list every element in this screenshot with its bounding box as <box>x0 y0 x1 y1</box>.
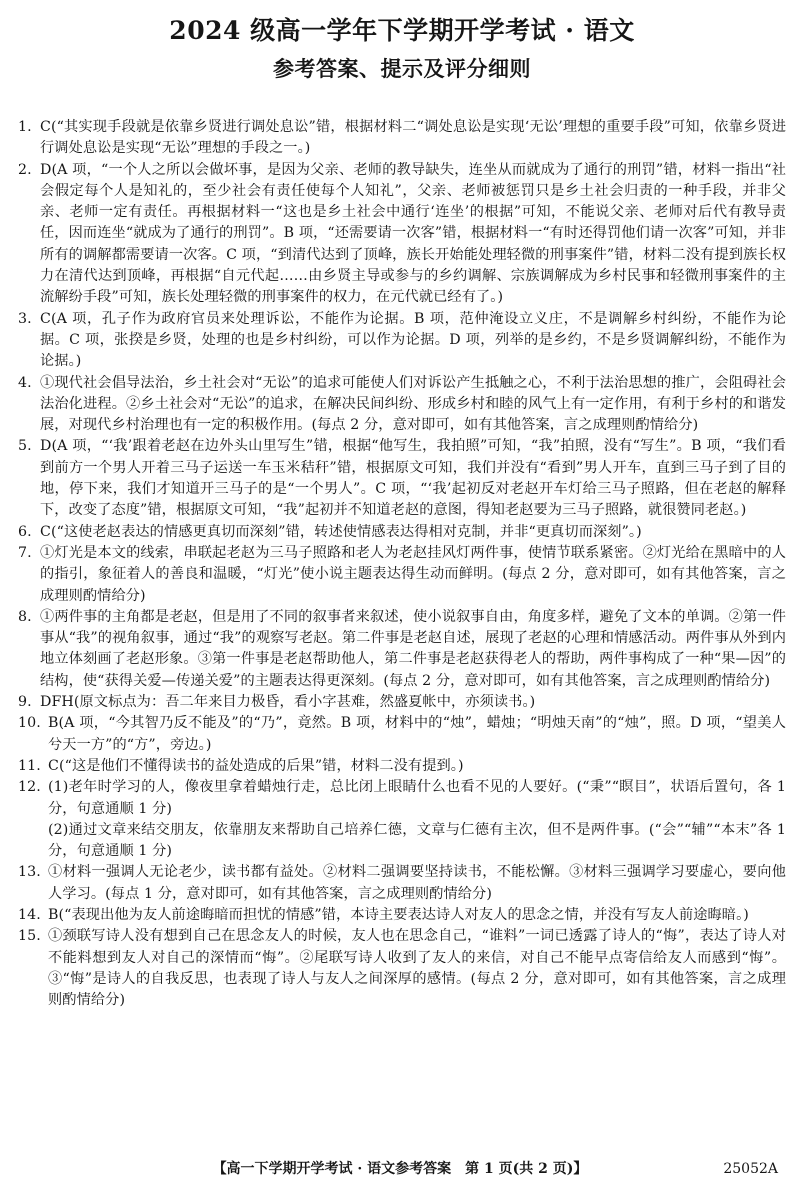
answer-item-1 <box>18 117 786 160</box>
item-text: C(“这是他们不懂得读书的益处造成的后果”错，材料二没有提到。) <box>48 757 464 774</box>
item-number: 12. <box>18 779 41 796</box>
item-text: C(A 项，孔子作为政府官员来处理诉讼，不能作为论据。B 项，范仲淹设立义庄，不是调解乡村纠纷，不能作为论据。C 项，张揆是乡贤，处理的也是乡村纠纷，可以作为论据。D 项，列举的是乡约，不是乡贤调解纠纷，不能作为论据。) <box>40 310 786 370</box>
answer-item-12 <box>18 777 786 862</box>
item-number: 3. <box>18 310 32 327</box>
footer-page-info: 【高一下学期开学考试 · 语文参考答案 第 1 页(共 2 页)】 <box>212 1161 588 1177</box>
item-text: C(“其实现手段就是依靠乡贤进行调处息讼”错，根据材料二“调处息讼是实现‘无讼’理想的重要手段”可知，依靠乡贤进行调处息讼是实现“无讼”理想的手段之一。) <box>40 119 786 157</box>
item-number: 7. <box>18 544 32 561</box>
item-number: 6. <box>18 523 32 540</box>
item-number: 4. <box>18 374 32 391</box>
item-number: 11. <box>18 757 41 774</box>
page-subtitle: 参考答案、提示及评分细则 <box>273 56 531 81</box>
item-text: B(“表现出他为友人前途晦暗而担忧的情感”错，本诗主要表达诗人对友人的思念之情，并没有写友人前途晦暗。) <box>48 906 749 923</box>
item-text: ①灯光是本文的线索，串联起老赵为三马子照路和老人为老赵挂风灯两件事，使情节联系紧密。②灯光给在黑暗中的人的指引，象征着人的善良和温暖，“灯光”使小说主题表达得生动而鲜明。(每点 2 分，意对即可，如有其他答案，言之成理则酌情给分) <box>40 544 786 604</box>
item-text: ①颈联写诗人没有想到自己在思念友人的时候，友人也在思念自己，“谁料”一词已透露了诗人的“悔”，表达了诗人对不能料想到友人对自己的深情而“悔”。②尾联写诗人收到了友人的来信，对自己不能早点寄信给友人而感到“悔”。③“悔”是诗人的自我反思，也表现了诗人与友人之间深厚的感情。(每点 2 分，意对即可，如有其他答案，言之成理则酌情给分) <box>48 928 786 1009</box>
item-number: 2. <box>18 161 32 178</box>
answer-item-14 <box>18 905 786 926</box>
answer-item-13 <box>18 862 786 905</box>
answer-item-15 <box>18 926 786 1011</box>
item-text: D(A 项，“‘我’跟着老赵在边外头山里写生”错，根据“他写生，我拍照”可知，“我”拍照，没有“写生”。B 项，“我们看到前方一个男人开着三马子运送一车玉米秸秆”错，根据原文可知，我们并没有“看到”男人开车，直到三马子到了目的地，停下来，我们才知道开三马子的是“一个男人”。C 项，“‘我’起初反对老赵开车灯给三马子照路，但在老赵的解释下，改变了态度”错，根据原文可知，“我”起初并不知道老赵的意图，得知老赵要为三马子照路，就很赞同老赵。) <box>40 438 786 519</box>
answer-item-11 <box>18 756 786 777</box>
answer-item-9 <box>18 692 786 713</box>
item-text-part-1: (1)老年时学习的人，像夜里拿着蜡烛行走，总比闭上眼睛什么也看不见的人要好。(“秉”“瞑目”，状语后置句，各 1 分，句意通顺 1 分) <box>48 779 786 817</box>
item-number: 5. <box>18 438 32 455</box>
answer-list <box>18 117 786 1011</box>
answer-item-2 <box>18 160 786 309</box>
item-text: C(“这使老赵表达的情感更真切而深刻”错，转述使情感表达得相对克制，并非“更真切而深刻”。) <box>40 523 642 540</box>
item-text: D(A 项，“一个人之所以会做坏事，是因为父亲、老师的教导缺失，连坐从而就成为了通行的刑罚”错，材料一指出“社会假定每个人是知礼的，至少社会有责任使每个人知礼”，父亲、老师被惩罚只是乡土社会归责的一种手段，并非父亲、老师一定有责任。再根据材料一“这也是乡土社会中通行‘连坐’的根据”可知，不能说父亲、老师对后代有教导责任，因而连坐“就成为了通行的刑罚”。B 项，“还需要请一次客”错，根据材料一“有时还得罚他们请一次客”可知，并非所有的调解都需要请一次客。C 项，“到清代达到了顶峰，族长开始能处理轻微的刑事案件”错，材料二没有提到族长权力在清代达到顶峰，再根据“自元代起……由乡贤主导或参与的乡约调解、宗族调解成为乡村民事和轻微刑事案件的主流解纷手段”可知，族长处理轻微的刑事案件的权力，在元代就已经有了。) <box>40 161 786 306</box>
item-number: 1. <box>18 119 32 135</box>
item-number: 10. <box>18 715 41 732</box>
answer-item-7 <box>18 543 786 607</box>
answer-item-6 <box>18 522 786 543</box>
footer-exam-code: 25052A <box>723 1161 778 1177</box>
item-text: ①两件事的主角都是老赵，但是用了不同的叙事者来叙述，使小说叙事自由，角度多样，避免了文本的单调。②第一件事从“我”的视角叙事，通过“我”的观察写老赵。第二件事是老赵自述，展现了老赵的心理和情感活动。两件事从外到内地立体刻画了老赵形象。③第一件事是老赵帮助他人，第二件事是老赵获得老人的帮助，两件事构成了一种“果—因”的结构，使“获得关爱—传递关爱”的主题表达得更深刻。(每点 2 分，意对即可，如有其他答案，言之成理则酌情给分) <box>40 608 786 689</box>
answer-item-4 <box>18 373 786 437</box>
page-title: 2024 级高一学年下学期开学考试 · 语文 <box>169 16 635 45</box>
answer-item-3 <box>18 309 786 373</box>
item-text: B(A 项，“今其智乃反不能及”的“乃”，竟然。B 项，材料中的“烛”，蜡烛；“明烛天南”的“烛”，照。D 项，“望美人兮天一方”的“方”，旁边。) <box>48 715 786 753</box>
item-text-part-2: (2)通过文章来结交朋友，依靠朋友来帮助自己培养仁德，文章与仁德有主次，但不是两件事。(“会”“辅”“本末”各 1 分，句意通顺 1 分) <box>48 821 786 860</box>
answer-item-8 <box>18 607 786 692</box>
item-number: 9. <box>18 694 32 711</box>
item-text: ①现代社会倡导法治，乡土社会对“无讼”的追求可能使人们对诉讼产生抵触之心，不利于法治思想的推广，会阻碍社会法治化进程。②乡土社会对“无讼”的追求，在解决民间纠纷、形成乡村和睦的风气上有一定作用，有利于乡村的和谐发展，对现代乡村治理也有一定的积极作用。(每点 2 分，意对即可，如有其他答案，言之成理则酌情给分) <box>40 374 786 434</box>
item-number: 8. <box>18 608 32 625</box>
answer-item-10 <box>18 713 786 756</box>
item-number: 15. <box>18 928 41 945</box>
item-text: DFH(原文标点为：吾二年来目力极昏，看小字甚难，然盛夏帐中，亦须读书。) <box>40 694 536 711</box>
item-number: 13. <box>18 864 41 881</box>
item-number: 14. <box>18 906 41 923</box>
answer-item-5 <box>18 436 786 521</box>
item-text: ①材料一强调人无论老少，读书都有益处。②材料二强调要坚持读书，不能松懈。③材料三强调学习要虚心，要向他人学习。(每点 1 分，意对即可，如有其他答案，言之成理则酌情给分) <box>48 864 786 902</box>
